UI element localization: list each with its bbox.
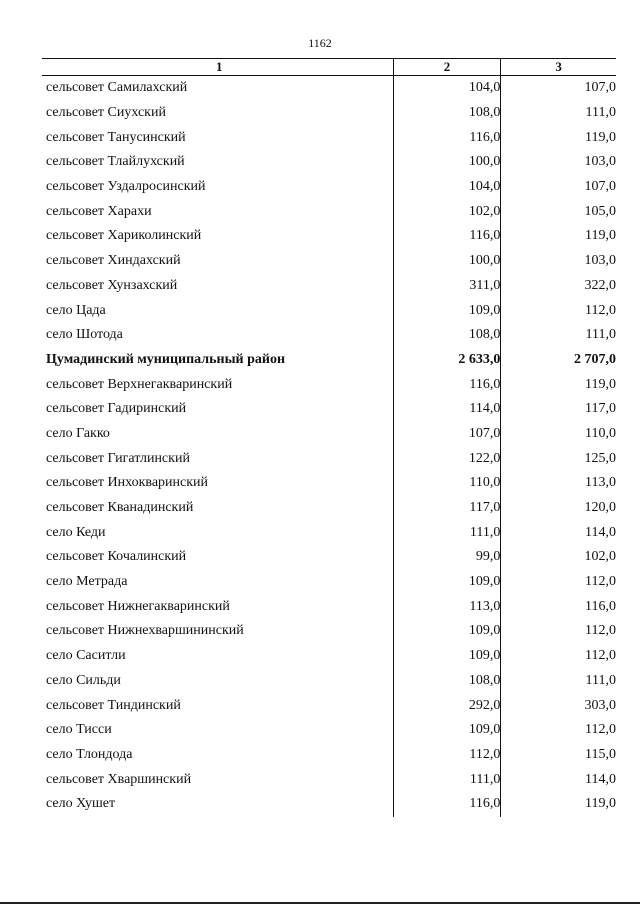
row-col2-cell: 109,0 (393, 570, 501, 595)
row-col3-cell: 111,0 (585, 672, 616, 688)
row-name-cell: сельсовет Сиухский (42, 101, 393, 126)
table-row (42, 175, 616, 200)
row-name-cell: село Цада (42, 298, 393, 323)
row-col2-cell: 108,0 (393, 101, 501, 126)
table-row (42, 150, 616, 175)
table-row (42, 298, 616, 323)
table-row (42, 619, 616, 644)
row-col2-cell: 109,0 (393, 619, 501, 644)
row-col2-cell: 117,0 (393, 496, 501, 521)
row-name-cell: сельсовет Инхокваринский (42, 471, 393, 496)
table-row (42, 570, 616, 595)
row-col2-cell: 112,0 (393, 743, 501, 768)
row-col3-cell: 113,0 (585, 475, 616, 491)
table-row (42, 594, 616, 619)
row-col3-cell: 112,0 (585, 648, 616, 664)
table-row (42, 545, 616, 570)
row-col2-cell: 2 633,0 (393, 348, 501, 373)
row-col2-cell: 109,0 (393, 718, 501, 743)
budget-table (42, 58, 616, 817)
row-col2-cell: 122,0 (393, 446, 501, 471)
row-col2-cell: 116,0 (393, 224, 501, 249)
row-name-cell: сельсовет Самилахский (42, 76, 393, 101)
row-col2-cell: 104,0 (393, 175, 501, 200)
table-row (42, 669, 616, 694)
row-col3-cell: 102,0 (584, 549, 616, 565)
row-name-cell: село Саситли (42, 644, 393, 669)
row-col2-cell: 100,0 (393, 249, 501, 274)
row-name-cell: село Сильди (42, 669, 393, 694)
row-name-cell: сельсовет Гигатлинский (42, 446, 393, 471)
table-row (42, 125, 616, 150)
row-name-cell: сельсовет Тлайлухский (42, 150, 393, 175)
row-col2-cell: 109,0 (393, 298, 501, 323)
row-col3-cell: 112,0 (585, 722, 616, 738)
row-col3-cell: 120,0 (584, 500, 616, 516)
row-col2-cell: 102,0 (393, 199, 501, 224)
row-name-cell: сельсовет Хунзахский (42, 274, 393, 299)
table-row (42, 422, 616, 447)
column-header-3: 3 (501, 59, 616, 76)
row-col3-cell: 105,0 (584, 203, 616, 219)
row-name-cell: село Хушет (42, 792, 393, 817)
row-col2-cell: 108,0 (393, 323, 501, 348)
row-name-cell: сельсовет Хариколинский (42, 224, 393, 249)
header-row (42, 59, 616, 76)
page-number: 1162 (308, 36, 332, 50)
row-col3-cell: 107,0 (584, 80, 616, 96)
row-name-cell: сельсовет Кванадинский (42, 496, 393, 521)
table-row (42, 718, 616, 743)
row-col3-cell: 117,0 (585, 401, 616, 417)
row-col2-cell: 111,0 (393, 520, 501, 545)
row-col3-cell: 103,0 (584, 154, 616, 170)
row-col2-cell: 114,0 (393, 397, 501, 422)
row-name-cell: сельсовет Верхнегакваринский (42, 372, 393, 397)
row-col2-cell: 100,0 (393, 150, 501, 175)
row-name-cell: сельсовет Нижнехваршининский (42, 619, 393, 644)
row-col2-cell: 116,0 (393, 125, 501, 150)
row-col2-cell: 99,0 (393, 545, 501, 570)
row-col3-cell: 112,0 (585, 623, 616, 639)
row-col2-cell: 116,0 (393, 792, 501, 817)
row-name-cell: сельсовет Гадиринский (42, 397, 393, 422)
column-header-1: 1 (42, 59, 393, 76)
row-col2-cell: 111,0 (393, 767, 501, 792)
row-col2-cell: 108,0 (393, 669, 501, 694)
row-name-cell: сельсовет Тиндинский (42, 693, 393, 718)
row-col3-cell: 303,0 (584, 697, 616, 713)
row-col3-cell: 119,0 (585, 228, 616, 244)
table-row (42, 274, 616, 299)
row-col2-cell: 109,0 (393, 644, 501, 669)
row-col3-cell: 111,0 (585, 327, 616, 343)
row-col3-cell: 112,0 (585, 302, 616, 318)
table-row (42, 496, 616, 521)
row-name-cell: сельсовет Танусинский (42, 125, 393, 150)
table-row (42, 767, 616, 792)
row-col3-cell: 111,0 (585, 105, 616, 121)
row-name-cell: сельсовет Нижнегакваринский (42, 594, 393, 619)
page-bottom-edge (0, 902, 640, 904)
table-row (42, 224, 616, 249)
row-col3-cell: 322,0 (584, 277, 616, 293)
row-col3-cell: 115,0 (585, 746, 616, 762)
row-name-cell: село Шотода (42, 323, 393, 348)
row-col3-cell: 119,0 (585, 376, 616, 392)
row-name-cell: сельсовет Уздалросинский (42, 175, 393, 200)
row-name-cell: село Метрада (42, 570, 393, 595)
row-name-cell: село Тлондода (42, 743, 393, 768)
row-col3-cell: 107,0 (584, 179, 616, 195)
row-col2-cell: 113,0 (393, 594, 501, 619)
table-row (42, 199, 616, 224)
row-col3-cell: 114,0 (585, 524, 616, 540)
row-col2-cell: 104,0 (393, 76, 501, 101)
table-row (42, 693, 616, 718)
table-row (42, 76, 616, 101)
table-row (42, 792, 616, 817)
row-name-cell: сельсовет Хиндахский (42, 249, 393, 274)
row-col3-cell: 112,0 (585, 574, 616, 590)
row-col2-cell: 107,0 (393, 422, 501, 447)
table-header (42, 59, 616, 76)
table-row (42, 348, 616, 373)
table-row (42, 397, 616, 422)
row-col2-cell: 110,0 (393, 471, 501, 496)
row-name-cell: село Гакко (42, 422, 393, 447)
table-row (42, 101, 616, 126)
row-col3-cell: 119,0 (585, 796, 616, 812)
row-name-cell: сельсовет Хваршинский (42, 767, 393, 792)
table-row (42, 644, 616, 669)
table-row (42, 471, 616, 496)
row-col3-cell: 2 707,0 (574, 351, 616, 367)
table-row (42, 323, 616, 348)
row-name-cell: село Тисси (42, 718, 393, 743)
row-col3-cell: 103,0 (584, 253, 616, 269)
row-name-cell: Цумадинский муниципальный район (42, 348, 393, 373)
table-row (42, 520, 616, 545)
table-row (42, 446, 616, 471)
table-row (42, 743, 616, 768)
row-col3-cell: 119,0 (585, 129, 616, 145)
row-col3-cell: 114,0 (585, 771, 616, 787)
table-row (42, 372, 616, 397)
row-name-cell: сельсовет Харахи (42, 199, 393, 224)
row-name-cell: сельсовет Кочалинский (42, 545, 393, 570)
row-col2-cell: 311,0 (393, 274, 501, 299)
table-row (42, 249, 616, 274)
row-col2-cell: 116,0 (393, 372, 501, 397)
row-name-cell: село Кеди (42, 520, 393, 545)
row-col2-cell: 292,0 (393, 693, 501, 718)
row-col3-cell: 110,0 (585, 425, 616, 441)
table-body (42, 76, 616, 817)
row-col3-cell: 125,0 (584, 450, 616, 466)
column-header-2: 2 (393, 59, 501, 76)
row-col3-cell: 116,0 (585, 598, 616, 614)
